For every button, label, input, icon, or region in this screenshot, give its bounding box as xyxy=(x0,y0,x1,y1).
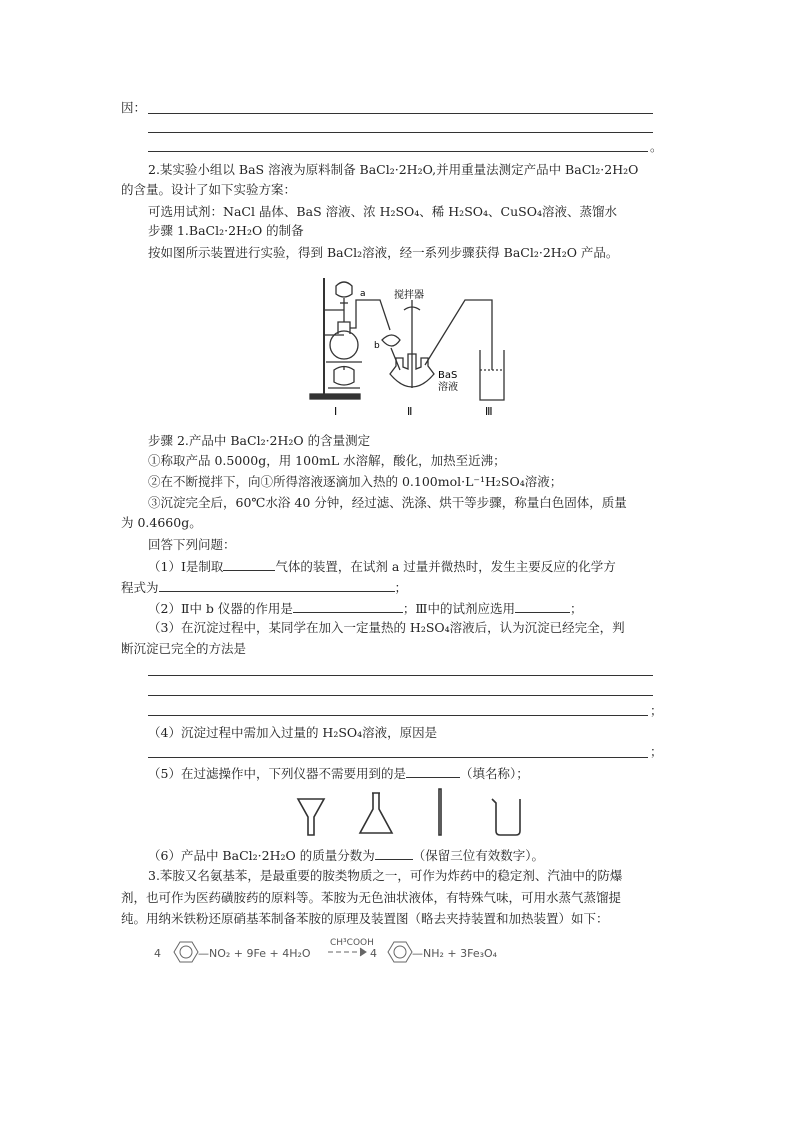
answer-line[interactable] xyxy=(148,715,648,716)
coef-1: 4 xyxy=(154,947,161,960)
q3-line-2: 剂，也可作为医药磺胺药的原料等。苯胺为无色油状液体，有特殊气味，可用水蒸气蒸馏提 xyxy=(121,890,622,905)
step2-title: 步骤 2.产品中 BaCl₂·2H₂O 的含量测定 xyxy=(148,433,371,448)
answer-line[interactable] xyxy=(148,675,653,676)
answer-line xyxy=(148,151,648,152)
apparatus-II-label: Ⅱ xyxy=(407,405,413,418)
instruments-figure xyxy=(290,785,530,845)
step2-1: ①称取产品 0.5000g，用 100mL 水溶解，酸化，加热至近沸； xyxy=(148,453,506,468)
period-mark: 。 xyxy=(650,139,663,154)
answer-line[interactable] xyxy=(148,757,648,758)
blank-1b[interactable] xyxy=(159,578,395,592)
apparatus-figure xyxy=(300,270,520,420)
reagent-a-label: a xyxy=(360,289,366,299)
glass-rod-icon xyxy=(439,789,441,835)
step1-text: 按如图所示装置进行实验，得到 BaCl₂溶液，经一系列步骤获得 BaCl₂·2H₂O 产品。 xyxy=(148,245,619,260)
q1-label: 因： xyxy=(121,100,147,115)
semicolon: ； xyxy=(650,703,663,718)
q-part-4: （4）沉淀过程中需加入过量的 H₂SO₄溶液，原因是 xyxy=(148,725,438,740)
q3-line-1: 3.苯胺又名氨基苯，是最重要的胺类物质之一，可作为炸药中的稳定剂、汽油中的防爆 xyxy=(148,868,623,883)
bas-label: BaS xyxy=(438,370,458,381)
blank-5[interactable] xyxy=(406,764,460,778)
products: —NH₂ + 3Fe₃O₄ xyxy=(412,947,498,960)
step2-3b: 为 0.4660g。 xyxy=(121,515,202,530)
funnel-icon xyxy=(298,799,324,835)
q-part-6: （6）产品中 BaCl₂·2H₂O 的质量分数为 （保留三位有效数字）。 xyxy=(148,848,544,863)
stirrer-label: 搅拌器 xyxy=(394,290,424,301)
benzene-ring-icon xyxy=(174,942,198,962)
blank-2a[interactable] xyxy=(293,599,403,613)
q-part-3b: 断沉淀已完全的方法是 xyxy=(121,641,247,656)
step2-3: ③沉淀完全后，60℃水浴 40 分钟，经过滤、洗涤、烘干等步骤，称量白色固体，质量 xyxy=(148,495,627,510)
q-part-5: （5）在过滤操作中，下列仪器不需要用到的是 （填名称）； xyxy=(148,766,529,781)
apparatus-III-label: Ⅲ xyxy=(485,405,493,418)
coef-2: 4 xyxy=(370,947,377,960)
semicolon: ； xyxy=(650,744,663,759)
blank-6[interactable] xyxy=(375,846,413,860)
condition: CH³COOH xyxy=(330,938,374,948)
q2-reagents: 可选用试剂：NaCl 晶体、BaS 溶液、浓 H₂SO₄、稀 H₂SO₄、CuSO₄溶液、蒸馏水 xyxy=(148,204,617,219)
q-part-1c: 程式为 ； xyxy=(121,580,408,595)
answer-line[interactable] xyxy=(148,695,653,696)
blank-1a[interactable] xyxy=(223,557,275,571)
q-part-2: （2）Ⅱ中 b 仪器的作用是 ；Ⅲ中的试剂应选用 ； xyxy=(148,601,583,616)
blank-2b[interactable] xyxy=(515,599,570,613)
q-part-3a: （3）在沉淀过程中，某同学在加入一定量热的 H₂SO₄溶液后，认为沉淀已经完全，判 xyxy=(148,620,625,635)
answer-line xyxy=(148,132,653,133)
q-part-1: （1）Ⅰ是制取 气体的装置，在试剂 a 过量并微热时，发生主要反应的化学方 xyxy=(148,559,616,574)
q2-intro-2: 的含量。设计了如下实验方案： xyxy=(121,182,297,197)
step1-title: 步骤 1.BaCl₂·2H₂O 的制备 xyxy=(148,223,304,238)
step2-2: ②在不断搅拌下，向①所得溶液逐滴加入热的 0.100mol·L⁻¹H₂SO₄溶液； xyxy=(148,474,563,489)
funnel-b-label: b xyxy=(374,341,380,351)
conical-flask-icon xyxy=(360,793,392,833)
solution-label: 溶液 xyxy=(438,382,458,393)
beaker-icon xyxy=(492,799,520,835)
q3-line-3: 纯。用纳米铁粉还原硝基苯制备苯胺的原理及装置图（略去夹持装置和加热装置）如下： xyxy=(121,911,609,926)
reaction-equation xyxy=(150,930,530,968)
reactants: —NO₂ + 9Fe + 4H₂O xyxy=(198,947,311,960)
q2-intro-1: 2.某实验小组以 BaS 溶液为原料制备 BaCl₂·2H₂O,并用重量法测定产品中 BaCl₂·2H₂O xyxy=(148,162,639,177)
answer-intro: 回答下列问题： xyxy=(148,537,236,552)
apparatus-I-label: Ⅰ xyxy=(334,405,338,418)
benzene-ring-icon xyxy=(388,942,412,962)
answer-line xyxy=(148,113,653,114)
